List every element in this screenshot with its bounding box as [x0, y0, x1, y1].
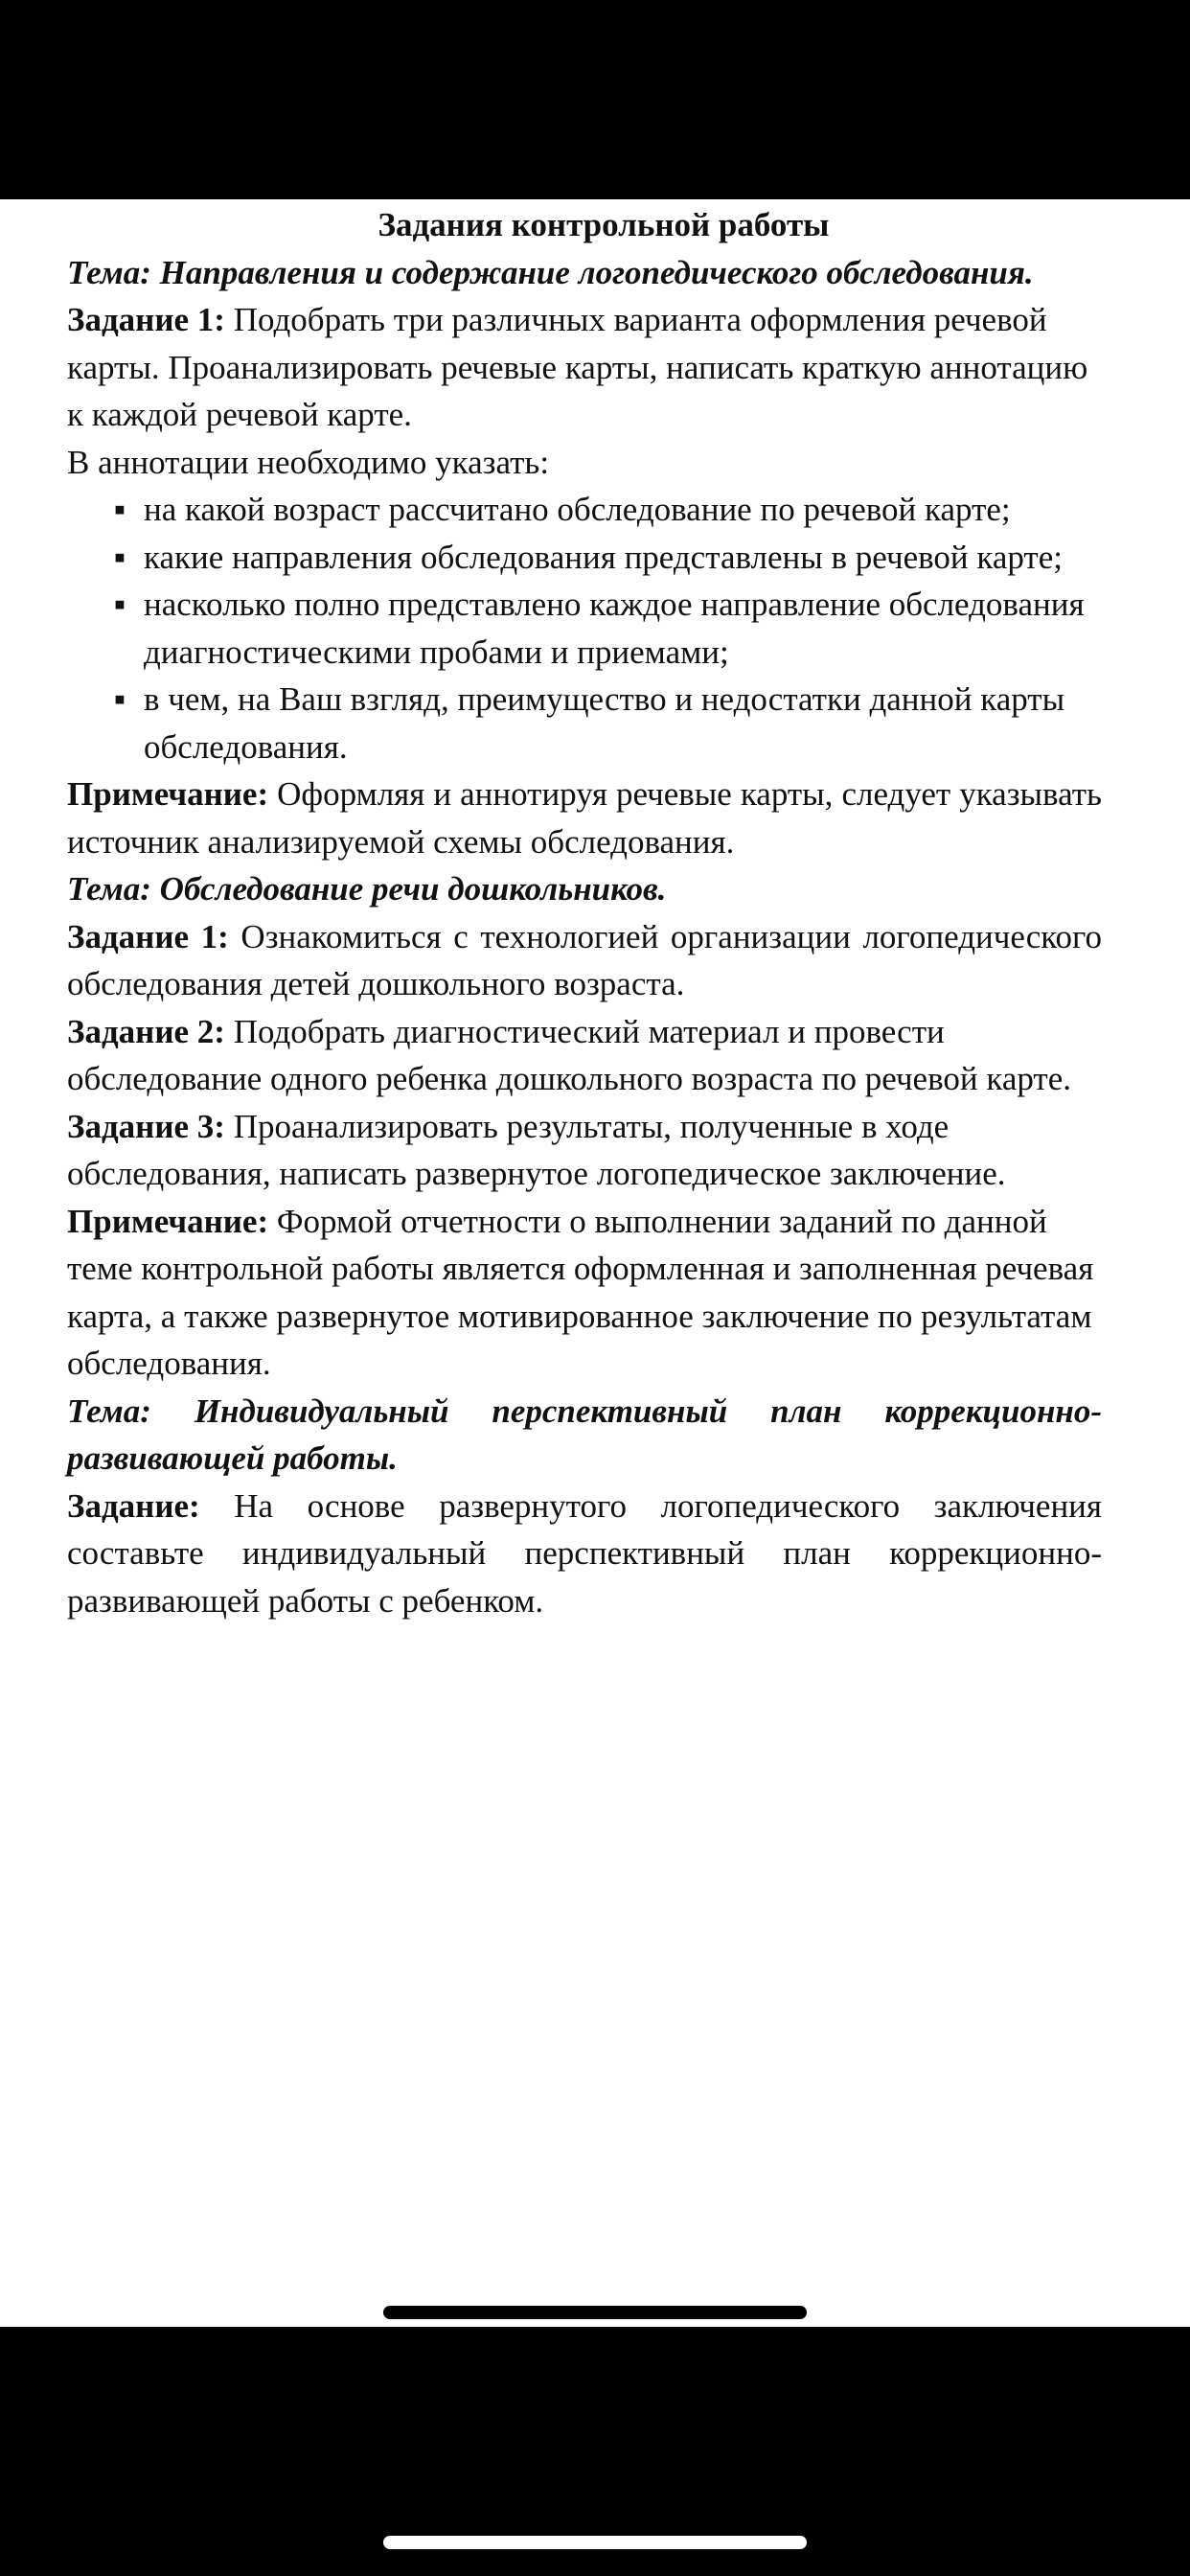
document-title: Задания контрольной работы [378, 206, 830, 243]
document-body [67, 201, 1102, 1624]
section2-theme-text: Обследование речи дошкольников. [159, 870, 667, 908]
bullet-icon: ▪ [113, 680, 126, 718]
section2-task3-label: Задание 3: [67, 1107, 225, 1145]
section2-theme-label: Тема: [67, 870, 151, 908]
section3-task [67, 1483, 1102, 1625]
bullet-icon: ▪ [113, 586, 126, 623]
section2-task3 [67, 1103, 1102, 1198]
section3-task-text: На основе развернутого логопедического заключения составьте индивидуальный перспективный план коррекционно-развивающей работы с ребенком. [67, 1486, 1102, 1620]
home-indicator[interactable] [383, 2536, 807, 2549]
bullet-icon: ▪ [113, 491, 126, 528]
section3-theme-label: Тема: [67, 1392, 151, 1430]
section1-task1-label: Задание 1: [67, 301, 225, 338]
section2-task1 [67, 913, 1102, 1008]
section2-note-text: Формой отчетности о выполнении заданий по данной теме контрольной работы является оформленная и заполненная речевая карта, а также развернутое мотивированное заключение по результатам обследования. [67, 1202, 1094, 1382]
list-item-text: насколько полно представлено каждое направление обследования диагностическими пробами и приемами; [144, 586, 1085, 671]
list-item [105, 486, 1102, 534]
section1-annotation-intro: В аннотации необходимо указать: [67, 443, 550, 481]
section1-theme-label: Тема: [67, 253, 151, 291]
list-item [105, 676, 1102, 770]
section2-theme [67, 865, 1102, 913]
section2-task2 [67, 1008, 1102, 1103]
section1-note-text: Оформляя и аннотируя речевые карты, следует указывать источник анализируемой схемы обследования. [67, 775, 1102, 861]
home-indicator[interactable] [383, 2306, 807, 2319]
section2-task2-label: Задание 2: [67, 1012, 225, 1050]
section1-note-label: Примечание: [67, 775, 269, 813]
section1-task1-text: Подобрать три различных варианта оформления речевой карты. Проанализировать речевые карты, написать краткую аннотацию к каждой речевой карте. [67, 301, 1088, 433]
section1-theme-text: Направления и содержание логопедического обследования. [159, 253, 1034, 291]
section2-task1-label: Задание 1: [67, 917, 229, 955]
section2-note [67, 1198, 1102, 1388]
section3-theme [67, 1388, 1102, 1483]
section3-task-label: Задание: [67, 1486, 200, 1525]
section2-task3-text: Проанализировать результаты, полученные в ходе обследования, написать развернутое логопедическое заключение. [67, 1107, 1006, 1192]
list-item [105, 534, 1102, 582]
section2-task2-text: Подобрать диагностический материал и провести обследование одного ребенка дошкольного возраста по речевой карте. [67, 1012, 1071, 1097]
section3-theme-text: Индивидуальный перспективный план коррекционно-развивающей работы. [67, 1392, 1103, 1477]
list-item-text: на какой возраст рассчитано обследование по речевой карте; [144, 491, 1011, 528]
section1-theme [67, 249, 1102, 297]
list-item-text: в чем, на Ваш взгляд, преимущество и недостатки данной карты обследования. [144, 680, 1065, 766]
section2-task1-text: Ознакомиться с технологией организации логопедического обследования детей дошкольного возраста. [67, 917, 1102, 1002]
section2-note-label: Примечание: [67, 1202, 269, 1240]
section1-note [67, 770, 1102, 865]
bullet-icon: ▪ [113, 538, 126, 576]
list-item-text: какие направления обследования представлены в речевой карте; [144, 538, 1063, 576]
section1-task1 [67, 296, 1102, 439]
top-black-bar [0, 0, 1190, 199]
annotation-requirements-list [67, 486, 1102, 770]
list-item [105, 581, 1102, 676]
